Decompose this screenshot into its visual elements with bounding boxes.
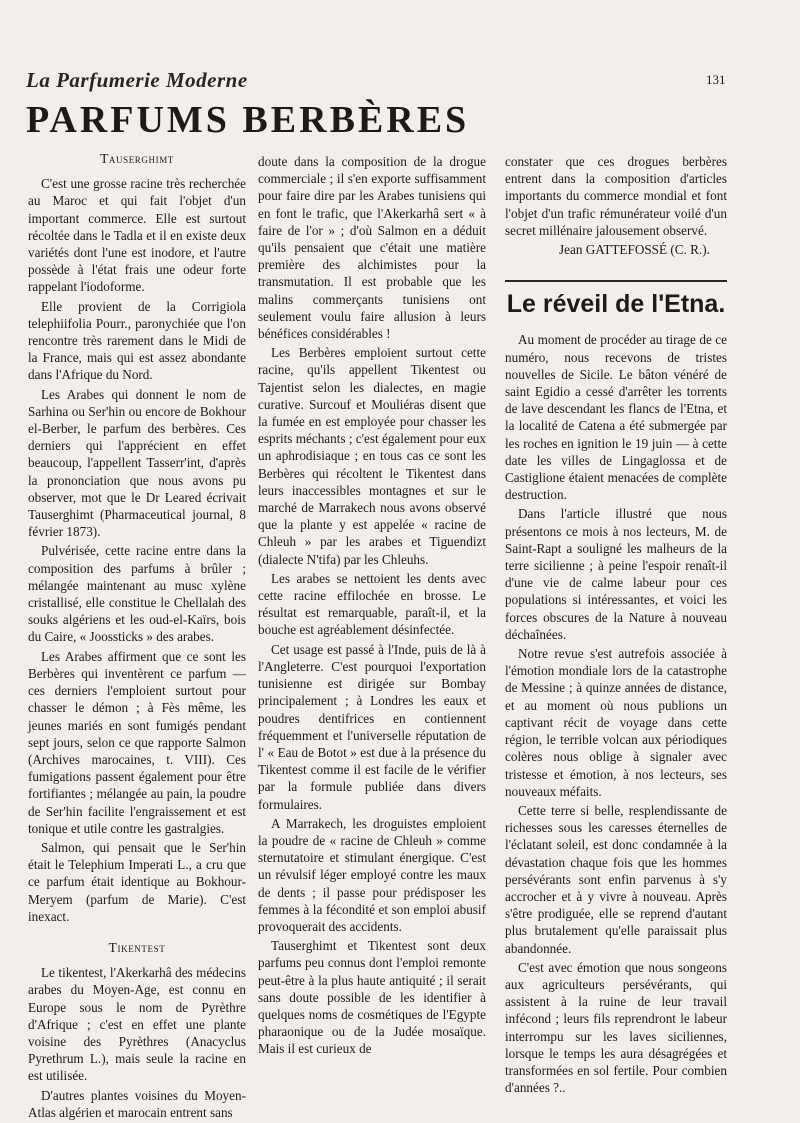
paragraph: Les Arabes qui donnent le nom de Sarhina ou Ser'hin ou encore de Bokhour el-Berber, le parfum des berbères. Ces derniers qui l'apprécient en effet beaucoup, l'appellent Tasserr'int, d'après la prononciation que nous avons pu observer, mot que le Dr Leared écrivait Tauserghimt (Pharmaceutical journal, 8 février 1873). <box>28 386 246 540</box>
paragraph: constater que ces drogues berbères entrent dans la composition d'articles importants du commerce mondial et font l'objet d'un trafic rémunérateur voilé d'un secret millénaire jalousement observé. <box>505 154 727 238</box>
paragraph: Salmon, qui pensait que le Ser'hin était le Telephium Imperati L., a cru que ce parfum était identique au Bokhour-Meryem (parfum de Marie). C'est inexact. <box>28 839 246 924</box>
paragraph: Les Arabes affirment que ce sont les Berbères qui inventèrent ce parfum — ces derniers l'emploient surtout pour chasser le démon ; à Fès même, les jeunes mariés en sont fumigés pendant sept jours, selon ce que rapporte Salmon (Archives marocaines, t. VIII). Ces fumigations passent également pour être fortifiantes ; mélangée au pain, la poudre de Ser'hin facilite l'engraissement et est tonique et utile contre les gastralgies. <box>28 648 246 836</box>
paragraph: Cet usage est passé à l'Inde, puis de là à l'Angleterre. C'est pourquoi l'exportation tunisienne est dirigée sur Bombay principalement ; à Londres les eaux et poudres dentifrices en contiennent fréquemment et l'universelle réputation de l' « Eau de Botot » est due à la présence du Tikentest comme il est facile de le vérifier par la formule publiée dans divers formulaires. <box>258 641 486 812</box>
paragraph: Cette terre si belle, resplendissante de richesses sous les caresses éternelles de l'éclatant soleil, est donc condamnée à la dévastation chaque fois que les hommes persévérants sont enfin parvenus à s'y accrocher et à y vivre à nouveau. Après s'être prodiguée, elle se reprend d'autant plus brutalement qu'elle paraissait plus abandonnée. <box>505 802 727 956</box>
section-title-tauserghimt: Tauserghimt <box>100 151 174 166</box>
paragraph: Les arabes se nettoient les dents avec cette racine effilochée en brosse. Le résultat est remarquable, paraît-il, et la bouche est agréablement désinfectée. <box>258 570 486 638</box>
paragraph: doute dans la composition de la drogue commerciale ; il s'en exporte suffisamment pour faire dire par les Arabes tunisiens qui en font le trafic, que l'Akerkarhâ sert « à faire de l'or » ; d'où Salmon en a déduit qu'ils pensaient que c'était une matière première des alchimistes pour la transmutation. Il est probable que les malins commerçants tunisiens ont seulement voulu faire allusion à leurs bénéfices considérables ! <box>258 154 486 342</box>
paragraph: C'est une grosse racine très recherchée au Maroc et qui fait l'objet d'un important commerce. Elle est surtout récoltée dans le Tadla et il en existe deux variétés dont l'une est inodore, et l'autre possède à l'état frais une odeur forte rappelant l'iodoforme. <box>28 176 246 295</box>
column-2 <box>258 153 486 1060</box>
paragraph: Au moment de procéder au tirage de ce numéro, nous recevons de tristes nouvelles de Sicile. Le bâton vénéré de saint Egidio a cessé d'arrêter les torrents de lave descendant les flancs de l'Etna, et la localité de Catena a été submergée par les roches en ignition le 19 juin — à cette date les villes de Lingaglossa et de Castiglione étaient menacées de complète destruction. <box>505 332 727 503</box>
paragraph: A Marrakech, les droguistes emploient la poudre de « racine de Chleuh » comme sternutatoire et stimulant énergique. C'est un révulsif léger employé contre les maux de dents ; il passe pour prédisposer les femmes à la fécondité et son emploi abusif provoquerait des accidents. <box>258 815 486 934</box>
paragraph: Elle provient de la Corrigiola telephiifolia Pourr., paronychiée que l'on rencontre très rarement dans le Midi de la France, mais qui est assez abondante dans l'Afrique du Nord. <box>28 298 246 383</box>
divider <box>505 280 727 282</box>
paragraph: Pulvérisée, cette racine entre dans la composition des parfums à brûler ; mélangée maintenant au musc xylène cristallisé, elle constitue le Chellalah des souks algériens et les oud-el-Kaïrs, bois du Caire, « Joossticks » des arabes. <box>28 543 246 645</box>
section-title-tikentest: Tikentest <box>108 939 166 955</box>
paragraph: C'est avec émotion que nous songeons aux agriculteurs persévérants, qui assistent à la ruine de leur travail infécond ; leurs fils reprendront le labeur interrompu sur les laves siciliennes, lorsque le temps les aura désagrégées et transformées en sol fertile. Pour combien d'années ?.. <box>505 959 727 1096</box>
article-title: PARFUMS BERBÈRES <box>26 99 470 141</box>
column-3 <box>505 153 727 1098</box>
page-number: 131 <box>706 72 726 87</box>
signature: Jean GATTEFOSSÉ (C. R.). <box>559 242 710 258</box>
article-title-etna: Le réveil de l'Etna. <box>506 290 726 319</box>
paragraph: D'autres plantes voisines du Moyen-Atlas algérien et marocain entrent sans <box>28 1087 246 1120</box>
paragraph: Tauserghimt et Tikentest sont deux parfums peu connus dont l'emploi remonte peut-être à la plus haute antiquité ; il serait sans doute possible de les identifier à quelques noms de cosmétiques de l'Egypte pharaonique ou de la Judée mosaïque. Mais il est curieux de <box>258 938 486 1057</box>
paragraph: Dans l'article illustré que nous présentons ce mois à nos lecteurs, M. de Saint-Rapt a souligné les malheurs de la terre sicilienne ; à peine l'espoir renaît-il d'une vie de calme labeur pour ces populations si intéressantes, et voici les forces obscures de la Nature à nouveau déchaînées. <box>505 506 727 642</box>
column-1 <box>28 150 246 1123</box>
masthead: La Parfumerie Moderne <box>26 68 248 92</box>
paragraph: Notre revue s'est autrefois associée à l'émotion mondiale lors de la catastrophe de Messine ; à quinze années de distance, et au moment où nous publions un captivant récit de voyage dans cette région, le terrible volcan aux périodiques colères nous oblige à signaler avec tristesse et émotion, à nos lecteurs, ses nouveaux méfaits. <box>505 646 727 799</box>
paragraph: Les Berbères emploient surtout cette racine, qu'ils appellent Tikentest ou Tajentist selon les dialectes, en magie curative. Surcouf et Mouliéras disent que la fumée en est employée pour chasser les esprits méchants ; c'est également pour eux un aphrodisiaque ; en tous cas ce sont les Berbères qui récoltent le Tikentest dans leurs inaccessibles montagnes et sur le marché de Marrakech nous avons observé que la plante y est appelée « racine de Chleuh » par les arabes et Tiguendizt (dialecte N'tifa) par les Chleuhs. <box>258 345 486 567</box>
paragraph: Le tikentest, l'Akerkarhâ des médecins arabes du Moyen-Age, est connu en Europe sous le nom de Pyrèthre d'Afrique ; c'est en effet une plante voisine des Pyrèthres (Anacyclus Pyrethrum L.), mais seule la racine en est utilisée. <box>28 965 246 1084</box>
